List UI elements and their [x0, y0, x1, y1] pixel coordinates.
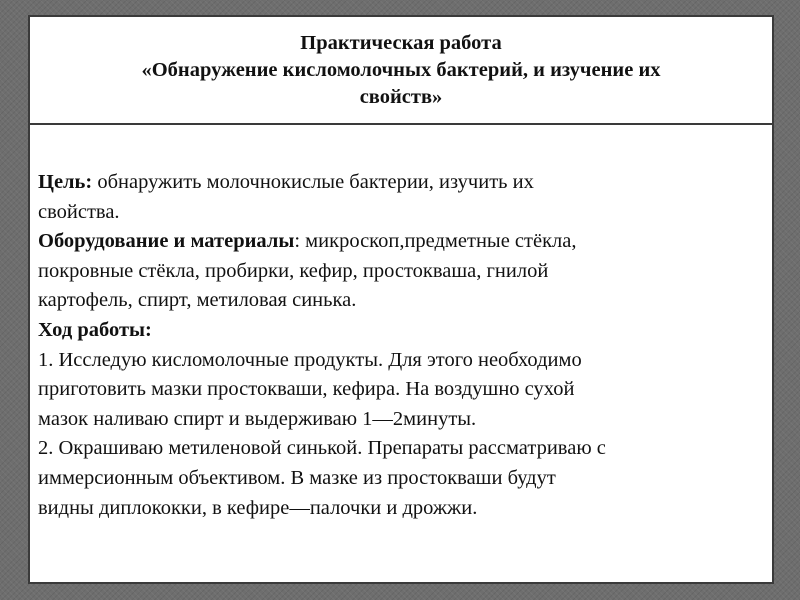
goal-line-1: [38, 168, 773, 198]
procedure-label: Ход работы: [38, 318, 146, 341]
goal-text-1: обнаружить молочнокислые бактерии, изучить их: [92, 171, 534, 193]
slide-panel: [28, 15, 774, 584]
equipment-line-3: картофель, спирт, метиловая синька.: [38, 289, 357, 312]
step2-line-1: 2. Окрашиваю метиленовой синькой. Препараты рассматриваю с: [38, 437, 606, 460]
goal-line-2: свойства.: [38, 200, 120, 223]
title-line-3: свойств»: [359, 86, 443, 108]
procedure-heading: [38, 316, 773, 346]
equipment-text-1: : микроскоп,предметные стёкла,: [294, 230, 577, 253]
equipment-line-1: [38, 227, 773, 257]
step1-line-1: 1. Исследую кисломолочные продукты. Для этого необходимо: [38, 348, 582, 371]
step1-line-2: приготовить мазки простокваши, кефира. На воздушно сухой: [38, 378, 575, 401]
goal-label: Цель:: [38, 171, 93, 193]
equipment-label: Оборудование и материалы: [38, 230, 295, 253]
title-box: [30, 17, 772, 125]
equipment-line-2: покровные стёкла, пробирки, кефир, простокваша, гнилой: [38, 259, 549, 282]
procedure-colon: :: [145, 318, 152, 341]
step1-line-3: мазок наливаю спирт и выдерживаю 1—2минуты.: [38, 407, 477, 430]
title-line-1: Практическая работа: [300, 32, 502, 54]
step2-line-3: видны диплококки, в кефире—палочки и дрожжи.: [38, 496, 478, 519]
body-text: [38, 168, 773, 523]
title-line-2: «Обнаружение кисломолочных бактерий, и изучение их: [141, 59, 661, 81]
step2-line-2: иммерсионным объективом. В мазке из простокваши будут: [38, 466, 556, 489]
